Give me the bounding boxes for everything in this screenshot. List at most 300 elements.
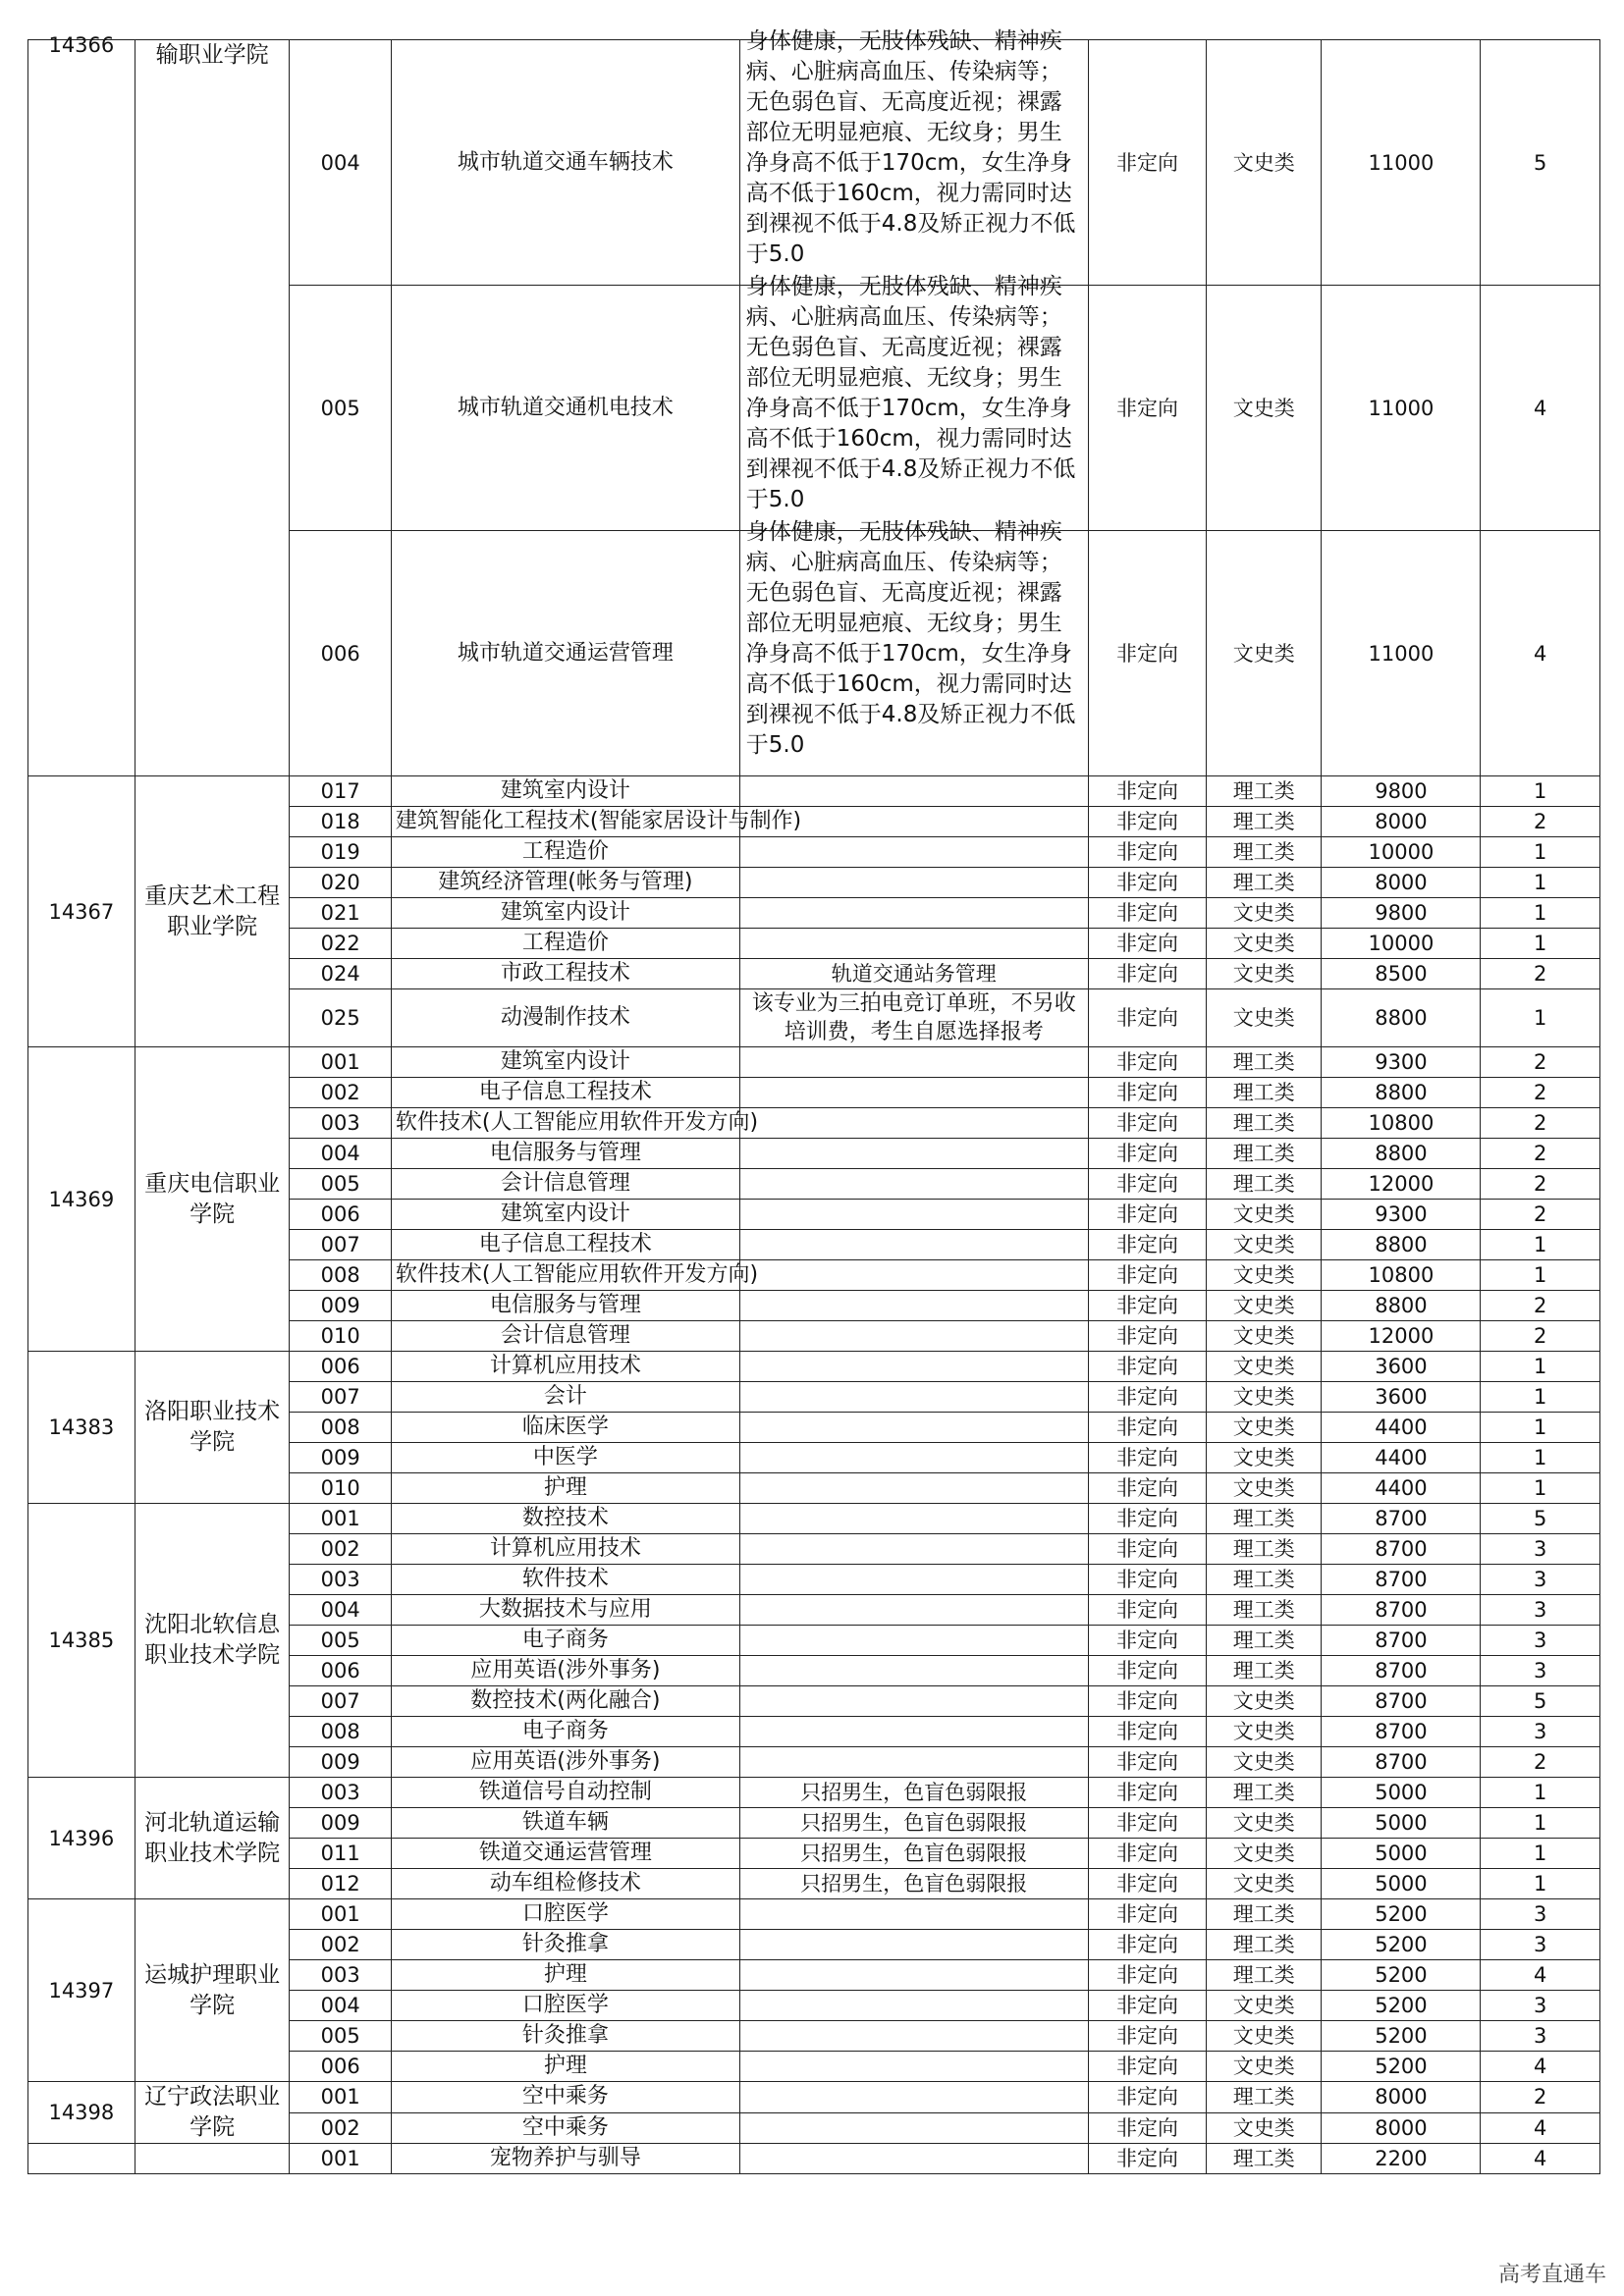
school-name: 沈阳北软信息职业技术学院 bbox=[135, 1504, 290, 1778]
remark bbox=[739, 1352, 1088, 1382]
plan-type: 非定向 bbox=[1088, 1473, 1206, 1504]
enrollment-count: 1 bbox=[1481, 837, 1600, 868]
major-code: 008 bbox=[290, 1413, 391, 1443]
major-code: 003 bbox=[290, 1565, 391, 1595]
tuition-fee: 8700 bbox=[1322, 1747, 1481, 1778]
remark-text: 身体健康，无肢体残缺、精神疾病、心脏病高血压、传染病等；无色弱色盲、无高度近视；裸露部位无明显疤痕、无纹身；男生净身高不低于170cm，女生净身高不低于160cm，视力需同时达到裸视不低于4.8及矫正视力不低于5.0 bbox=[745, 274, 1076, 512]
major-code: 006 bbox=[290, 1656, 391, 1686]
major-code: 006 bbox=[290, 531, 391, 776]
plan-type: 非定向 bbox=[1088, 1991, 1206, 2021]
school-code: 14366 bbox=[28, 40, 135, 776]
subject-category: 理工类 bbox=[1207, 1565, 1322, 1595]
tuition-fee: 5000 bbox=[1322, 1778, 1481, 1808]
tuition-fee: 9800 bbox=[1322, 898, 1481, 929]
remark bbox=[739, 2112, 1088, 2144]
remark: 该专业为三拍电竞订单班，不另收培训费，考生自愿选择报考 bbox=[739, 989, 1088, 1047]
subject-category: 文史类 bbox=[1207, 1260, 1322, 1291]
tuition-fee: 11000 bbox=[1322, 286, 1481, 531]
tuition-fee: 8000 bbox=[1322, 807, 1481, 837]
plan-type: 非定向 bbox=[1088, 959, 1206, 989]
tuition-fee: 8700 bbox=[1322, 1717, 1481, 1747]
subject-category: 理工类 bbox=[1207, 1047, 1322, 1078]
tuition-fee: 8800 bbox=[1322, 989, 1481, 1047]
tuition-fee: 8800 bbox=[1322, 1230, 1481, 1260]
major-code: 002 bbox=[290, 1930, 391, 1960]
remark bbox=[739, 868, 1088, 898]
enrollment-count: 3 bbox=[1481, 1656, 1600, 1686]
subject-category: 文史类 bbox=[1207, 531, 1322, 776]
subject-category: 理工类 bbox=[1207, 1595, 1322, 1626]
major-code: 004 bbox=[290, 1595, 391, 1626]
major-code: 009 bbox=[290, 1291, 391, 1321]
subject-category: 理工类 bbox=[1207, 776, 1322, 807]
plan-type: 非定向 bbox=[1088, 1108, 1206, 1139]
major-name: 建筑室内设计 bbox=[391, 1047, 739, 1078]
enrollment-count: 1 bbox=[1481, 1808, 1600, 1839]
subject-category: 文史类 bbox=[1207, 989, 1322, 1047]
major-code: 007 bbox=[290, 1230, 391, 1260]
major-name: 口腔医学 bbox=[391, 1899, 739, 1930]
major-name: 应用英语(涉外事务) bbox=[391, 1656, 739, 1686]
major-code: 018 bbox=[290, 807, 391, 837]
major-code: 001 bbox=[290, 1504, 391, 1534]
major-name: 工程造价 bbox=[391, 929, 739, 959]
plan-type: 非定向 bbox=[1088, 1930, 1206, 1960]
enrollment-count: 2 bbox=[1481, 1321, 1600, 1352]
subject-category: 文史类 bbox=[1207, 2021, 1322, 2052]
table-row bbox=[28, 40, 1600, 286]
remark bbox=[739, 776, 1088, 807]
remark bbox=[739, 1717, 1088, 1747]
major-code: 004 bbox=[290, 1991, 391, 2021]
plan-type: 非定向 bbox=[1088, 40, 1206, 286]
major-code: 001 bbox=[290, 1047, 391, 1078]
plan-type: 非定向 bbox=[1088, 2021, 1206, 2052]
major-name: 护理 bbox=[391, 2052, 739, 2082]
remark bbox=[739, 1200, 1088, 1230]
school-code: 14385 bbox=[28, 1504, 135, 1778]
major-name: 建筑经济管理(帐务与管理) bbox=[391, 868, 739, 898]
major-code: 003 bbox=[290, 1778, 391, 1808]
tuition-fee: 5000 bbox=[1322, 1808, 1481, 1839]
subject-category: 文史类 bbox=[1207, 1321, 1322, 1352]
major-code: 005 bbox=[290, 286, 391, 531]
plan-type: 非定向 bbox=[1088, 2112, 1206, 2144]
enrollment-count: 3 bbox=[1481, 1565, 1600, 1595]
subject-category: 文史类 bbox=[1207, 1352, 1322, 1382]
enrollment-count: 5 bbox=[1481, 1504, 1600, 1534]
major-code: 017 bbox=[290, 776, 391, 807]
table-row bbox=[28, 1047, 1600, 1078]
plan-type: 非定向 bbox=[1088, 1443, 1206, 1473]
remark bbox=[739, 1169, 1088, 1200]
subject-category: 理工类 bbox=[1207, 868, 1322, 898]
major-code: 012 bbox=[290, 1869, 391, 1899]
enrollment-count: 1 bbox=[1481, 868, 1600, 898]
remark bbox=[739, 2144, 1088, 2174]
major-code: 002 bbox=[290, 1078, 391, 1108]
major-code: 006 bbox=[290, 1352, 391, 1382]
remark bbox=[739, 1626, 1088, 1656]
remark bbox=[739, 1565, 1088, 1595]
enrollment-count: 5 bbox=[1481, 1686, 1600, 1717]
major-name: 城市轨道交通机电技术 bbox=[391, 286, 739, 531]
subject-category: 理工类 bbox=[1207, 1534, 1322, 1565]
enrollment-count: 2 bbox=[1481, 1169, 1600, 1200]
subject-category: 理工类 bbox=[1207, 1960, 1322, 1991]
subject-category: 文史类 bbox=[1207, 1473, 1322, 1504]
plan-type: 非定向 bbox=[1088, 1504, 1206, 1534]
enrollment-count: 2 bbox=[1481, 1200, 1600, 1230]
subject-category: 文史类 bbox=[1207, 1200, 1322, 1230]
major-name: 城市轨道交通运营管理 bbox=[391, 531, 739, 776]
tuition-fee: 8800 bbox=[1322, 1291, 1481, 1321]
major-code: 006 bbox=[290, 2052, 391, 2082]
major-code: 022 bbox=[290, 929, 391, 959]
tuition-fee: 5200 bbox=[1322, 1899, 1481, 1930]
remark bbox=[739, 1413, 1088, 1443]
table-body bbox=[28, 28, 1600, 2174]
remark bbox=[739, 1321, 1088, 1352]
major-code: 004 bbox=[290, 40, 391, 286]
major-name: 电信服务与管理 bbox=[391, 1291, 739, 1321]
subject-category: 文史类 bbox=[1207, 1991, 1322, 2021]
subject-category: 文史类 bbox=[1207, 1869, 1322, 1899]
major-name: 数控技术 bbox=[391, 1504, 739, 1534]
major-code: 010 bbox=[290, 1473, 391, 1504]
enrollment-count: 3 bbox=[1481, 1717, 1600, 1747]
remark bbox=[739, 1960, 1088, 1991]
subject-category: 文史类 bbox=[1207, 959, 1322, 989]
tuition-fee: 12000 bbox=[1322, 1321, 1481, 1352]
enrollment-count: 1 bbox=[1481, 1260, 1600, 1291]
tuition-fee: 10800 bbox=[1322, 1260, 1481, 1291]
school-code: 14367 bbox=[28, 776, 135, 1047]
plan-type: 非定向 bbox=[1088, 286, 1206, 531]
major-name: 计算机应用技术 bbox=[391, 1352, 739, 1382]
plan-type: 非定向 bbox=[1088, 1169, 1206, 1200]
school-name: 洛阳职业技术学院 bbox=[135, 1352, 290, 1504]
enrollment-count: 5 bbox=[1481, 40, 1600, 286]
major-code: 003 bbox=[290, 1960, 391, 1991]
tuition-fee: 8700 bbox=[1322, 1534, 1481, 1565]
subject-category: 理工类 bbox=[1207, 1626, 1322, 1656]
enrollment-count: 3 bbox=[1481, 1899, 1600, 1930]
plan-type: 非定向 bbox=[1088, 1047, 1206, 1078]
table-row bbox=[28, 1504, 1600, 1534]
remark bbox=[739, 28, 1088, 286]
remark: 只招男生，色盲色弱限报 bbox=[739, 1808, 1088, 1839]
plan-type: 非定向 bbox=[1088, 1565, 1206, 1595]
major-name: 护理 bbox=[391, 1960, 739, 1991]
enrollment-count: 2 bbox=[1481, 1078, 1600, 1108]
subject-category: 理工类 bbox=[1207, 1139, 1322, 1169]
subject-category: 文史类 bbox=[1207, 1443, 1322, 1473]
plan-type: 非定向 bbox=[1088, 1656, 1206, 1686]
major-name: 电子商务 bbox=[391, 1717, 739, 1747]
tuition-fee: 8500 bbox=[1322, 959, 1481, 989]
plan-type: 非定向 bbox=[1088, 2144, 1206, 2174]
major-name: 会计信息管理 bbox=[391, 1321, 739, 1352]
tuition-fee: 8700 bbox=[1322, 1626, 1481, 1656]
remark bbox=[739, 1047, 1088, 1078]
major-code: 001 bbox=[290, 2144, 391, 2174]
major-name: 动漫制作技术 bbox=[391, 989, 739, 1047]
remark bbox=[739, 1686, 1088, 1717]
tuition-fee: 5200 bbox=[1322, 1960, 1481, 1991]
plan-type: 非定向 bbox=[1088, 1626, 1206, 1656]
major-code: 020 bbox=[290, 868, 391, 898]
subject-category: 文史类 bbox=[1207, 1839, 1322, 1869]
major-name: 铁道交通运营管理 bbox=[391, 1839, 739, 1869]
plan-type: 非定向 bbox=[1088, 1869, 1206, 1899]
remark bbox=[739, 274, 1088, 531]
major-name: 电信服务与管理 bbox=[391, 1139, 739, 1169]
remark bbox=[739, 2082, 1088, 2113]
tuition-fee: 8800 bbox=[1322, 1139, 1481, 1169]
major-code: 002 bbox=[290, 2112, 391, 2144]
major-code: 019 bbox=[290, 837, 391, 868]
enrollment-count: 1 bbox=[1481, 1443, 1600, 1473]
tuition-fee: 12000 bbox=[1322, 1169, 1481, 1200]
tuition-fee: 3600 bbox=[1322, 1352, 1481, 1382]
school-code: 14396 bbox=[28, 1778, 135, 1899]
subject-category: 理工类 bbox=[1207, 1504, 1322, 1534]
plan-type: 非定向 bbox=[1088, 1595, 1206, 1626]
major-name: 工程造价 bbox=[391, 837, 739, 868]
school-name: 辽宁政法职业学院 bbox=[135, 2082, 290, 2144]
enrollment-count: 3 bbox=[1481, 2021, 1600, 2052]
remark bbox=[739, 837, 1088, 868]
remark bbox=[739, 1230, 1088, 1260]
tuition-fee: 3600 bbox=[1322, 1382, 1481, 1413]
enrollment-count: 4 bbox=[1481, 2052, 1600, 2082]
enrollment-count: 1 bbox=[1481, 1382, 1600, 1413]
remark: 只招男生，色盲色弱限报 bbox=[739, 1839, 1088, 1869]
enrollment-count: 1 bbox=[1481, 929, 1600, 959]
enrollment-count: 3 bbox=[1481, 1595, 1600, 1626]
remark bbox=[739, 519, 1088, 776]
major-code: 008 bbox=[290, 1717, 391, 1747]
enrollment-count: 2 bbox=[1481, 1139, 1600, 1169]
enrollment-count: 1 bbox=[1481, 1413, 1600, 1443]
enrollment-count: 1 bbox=[1481, 1230, 1600, 1260]
tuition-fee: 10000 bbox=[1322, 929, 1481, 959]
major-code: 005 bbox=[290, 2021, 391, 2052]
plan-type: 非定向 bbox=[1088, 1200, 1206, 1230]
plan-type: 非定向 bbox=[1088, 1230, 1206, 1260]
school-code: 14397 bbox=[28, 1899, 135, 2082]
plan-type: 非定向 bbox=[1088, 1291, 1206, 1321]
plan-type: 非定向 bbox=[1088, 1534, 1206, 1565]
enrollment-count: 3 bbox=[1481, 1626, 1600, 1656]
major-code: 009 bbox=[290, 1443, 391, 1473]
enrollment-count: 4 bbox=[1481, 2144, 1600, 2174]
major-name: 铁道车辆 bbox=[391, 1808, 739, 1839]
plan-type: 非定向 bbox=[1088, 807, 1206, 837]
major-code: 003 bbox=[290, 1108, 391, 1139]
school-code: 14398 bbox=[28, 2082, 135, 2144]
plan-type: 非定向 bbox=[1088, 1717, 1206, 1747]
remark bbox=[739, 1899, 1088, 1930]
major-code: 007 bbox=[290, 1686, 391, 1717]
remark bbox=[739, 1382, 1088, 1413]
remark bbox=[739, 1078, 1088, 1108]
major-name: 宠物养护与驯导 bbox=[391, 2144, 739, 2174]
remark bbox=[739, 1108, 1088, 1139]
tuition-fee: 5200 bbox=[1322, 1930, 1481, 1960]
major-code: 001 bbox=[290, 1899, 391, 1930]
enrollment-table bbox=[27, 28, 1600, 2174]
plan-type: 非定向 bbox=[1088, 2082, 1206, 2113]
major-name: 空中乘务 bbox=[391, 2082, 739, 2113]
subject-category: 文史类 bbox=[1207, 929, 1322, 959]
remark bbox=[739, 1260, 1088, 1291]
enrollment-count: 4 bbox=[1481, 2112, 1600, 2144]
remark bbox=[739, 1534, 1088, 1565]
remark-text: 身体健康，无肢体残缺、精神疾病、心脏病高血压、传染病等；无色弱色盲、无高度近视；裸露部位无明显疤痕、无纹身；男生净身高不低于170cm，女生净身高不低于160cm，视力需同时达到裸视不低于4.8及矫正视力不低于5.0 bbox=[745, 519, 1076, 758]
subject-category: 文史类 bbox=[1207, 286, 1322, 531]
enrollment-count: 1 bbox=[1481, 1839, 1600, 1869]
table-row bbox=[28, 776, 1600, 807]
tuition-fee: 5200 bbox=[1322, 2052, 1481, 2082]
enrollment-count: 3 bbox=[1481, 1534, 1600, 1565]
enrollment-count: 2 bbox=[1481, 959, 1600, 989]
major-name: 应用英语(涉外事务) bbox=[391, 1747, 739, 1778]
tuition-fee: 8700 bbox=[1322, 1565, 1481, 1595]
remark bbox=[739, 1991, 1088, 2021]
major-code: 011 bbox=[290, 1839, 391, 1869]
subject-category: 理工类 bbox=[1207, 1078, 1322, 1108]
tuition-fee: 5200 bbox=[1322, 2021, 1481, 2052]
major-name: 市政工程技术 bbox=[391, 959, 739, 989]
enrollment-count: 2 bbox=[1481, 1108, 1600, 1139]
tuition-fee: 9300 bbox=[1322, 1200, 1481, 1230]
table-row bbox=[28, 1778, 1600, 1808]
tuition-fee: 8000 bbox=[1322, 868, 1481, 898]
subject-category: 文史类 bbox=[1207, 1717, 1322, 1747]
plan-type: 非定向 bbox=[1088, 1808, 1206, 1839]
subject-category: 文史类 bbox=[1207, 1747, 1322, 1778]
tuition-fee: 4400 bbox=[1322, 1443, 1481, 1473]
tuition-fee: 9300 bbox=[1322, 1047, 1481, 1078]
major-name: 护理 bbox=[391, 1473, 739, 1504]
plan-type: 非定向 bbox=[1088, 929, 1206, 959]
major-name: 空中乘务 bbox=[391, 2112, 739, 2144]
subject-category: 理工类 bbox=[1207, 1778, 1322, 1808]
enrollment-count: 1 bbox=[1481, 1778, 1600, 1808]
remark-clip bbox=[740, 519, 1088, 775]
subject-category: 理工类 bbox=[1207, 837, 1322, 868]
plan-type: 非定向 bbox=[1088, 1778, 1206, 1808]
major-code: 008 bbox=[290, 1260, 391, 1291]
tuition-fee: 5000 bbox=[1322, 1839, 1481, 1869]
remark bbox=[739, 1139, 1088, 1169]
remark-clip bbox=[740, 28, 1088, 285]
major-name: 城市轨道交通车辆技术 bbox=[391, 40, 739, 286]
major-name: 针灸推拿 bbox=[391, 2021, 739, 2052]
plan-type: 非定向 bbox=[1088, 776, 1206, 807]
remark-text: 身体健康，无肢体残缺、精神疾病、心脏病高血压、传染病等；无色弱色盲、无高度近视；裸露部位无明显疤痕、无纹身；男生净身高不低于170cm，女生净身高不低于160cm，视力需同时达到裸视不低于4.8及矫正视力不低于5.0 bbox=[745, 28, 1076, 267]
tuition-fee: 8700 bbox=[1322, 1686, 1481, 1717]
plan-type: 非定向 bbox=[1088, 1382, 1206, 1413]
tuition-fee: 8800 bbox=[1322, 1078, 1481, 1108]
major-name: 口腔医学 bbox=[391, 1991, 739, 2021]
subject-category: 理工类 bbox=[1207, 1656, 1322, 1686]
major-name: 软件技术 bbox=[391, 1565, 739, 1595]
subject-category: 理工类 bbox=[1207, 2144, 1322, 2174]
major-code: 009 bbox=[290, 1747, 391, 1778]
tuition-fee: 4400 bbox=[1322, 1413, 1481, 1443]
major-name: 电子信息工程技术 bbox=[391, 1078, 739, 1108]
major-name: 软件技术(人工智能应用软件开发方向) bbox=[391, 1108, 739, 1139]
school-code: 14369 bbox=[28, 1047, 135, 1352]
tuition-fee: 8700 bbox=[1322, 1595, 1481, 1626]
subject-category: 理工类 bbox=[1207, 2082, 1322, 2113]
table-row bbox=[28, 2082, 1600, 2113]
plan-type: 非定向 bbox=[1088, 898, 1206, 929]
subject-category: 理工类 bbox=[1207, 1108, 1322, 1139]
subject-category: 文史类 bbox=[1207, 2112, 1322, 2144]
enrollment-count: 2 bbox=[1481, 807, 1600, 837]
major-name: 电子信息工程技术 bbox=[391, 1230, 739, 1260]
major-name: 大数据技术与应用 bbox=[391, 1595, 739, 1626]
subject-category: 文史类 bbox=[1207, 2052, 1322, 2082]
enrollment-count: 4 bbox=[1481, 286, 1600, 531]
school-code: 14383 bbox=[28, 1352, 135, 1504]
enrollment-count: 2 bbox=[1481, 1291, 1600, 1321]
remark bbox=[739, 898, 1088, 929]
plan-type: 非定向 bbox=[1088, 1413, 1206, 1443]
major-name: 临床医学 bbox=[391, 1413, 739, 1443]
subject-category: 文史类 bbox=[1207, 1413, 1322, 1443]
tuition-fee: 8700 bbox=[1322, 1504, 1481, 1534]
major-name: 数控技术(两化融合) bbox=[391, 1686, 739, 1717]
plan-type: 非定向 bbox=[1088, 1899, 1206, 1930]
enrollment-count: 2 bbox=[1481, 1747, 1600, 1778]
tuition-fee: 8000 bbox=[1322, 2112, 1481, 2144]
remark bbox=[739, 1291, 1088, 1321]
enrollment-count: 2 bbox=[1481, 2082, 1600, 2113]
plan-type: 非定向 bbox=[1088, 2052, 1206, 2082]
major-name: 动车组检修技术 bbox=[391, 1869, 739, 1899]
major-name: 建筑室内设计 bbox=[391, 776, 739, 807]
plan-type: 非定向 bbox=[1088, 1078, 1206, 1108]
remark bbox=[739, 2052, 1088, 2082]
major-code: 010 bbox=[290, 1321, 391, 1352]
enrollment-count: 3 bbox=[1481, 1930, 1600, 1960]
table-row bbox=[28, 1899, 1600, 1930]
plan-type: 非定向 bbox=[1088, 1747, 1206, 1778]
footer-watermark: 高考直通车 bbox=[1497, 2263, 1606, 2287]
remark: 轨道交通站务管理 bbox=[739, 959, 1088, 989]
remark bbox=[739, 1595, 1088, 1626]
school-name: 河北轨道运输职业技术学院 bbox=[135, 1778, 290, 1899]
enrollment-count: 1 bbox=[1481, 1352, 1600, 1382]
major-code: 005 bbox=[290, 1169, 391, 1200]
major-code: 005 bbox=[290, 1626, 391, 1656]
plan-type: 非定向 bbox=[1088, 1839, 1206, 1869]
school-name: 重庆艺术工程职业学院 bbox=[135, 776, 290, 1047]
enrollment-count: 4 bbox=[1481, 1960, 1600, 1991]
major-name: 铁道信号自动控制 bbox=[391, 1778, 739, 1808]
plan-type: 非定向 bbox=[1088, 837, 1206, 868]
remark bbox=[739, 2021, 1088, 2052]
subject-category: 理工类 bbox=[1207, 1930, 1322, 1960]
major-name: 软件技术(人工智能应用软件开发方向) bbox=[391, 1260, 739, 1291]
plan-type: 非定向 bbox=[1088, 1686, 1206, 1717]
remark bbox=[739, 1473, 1088, 1504]
